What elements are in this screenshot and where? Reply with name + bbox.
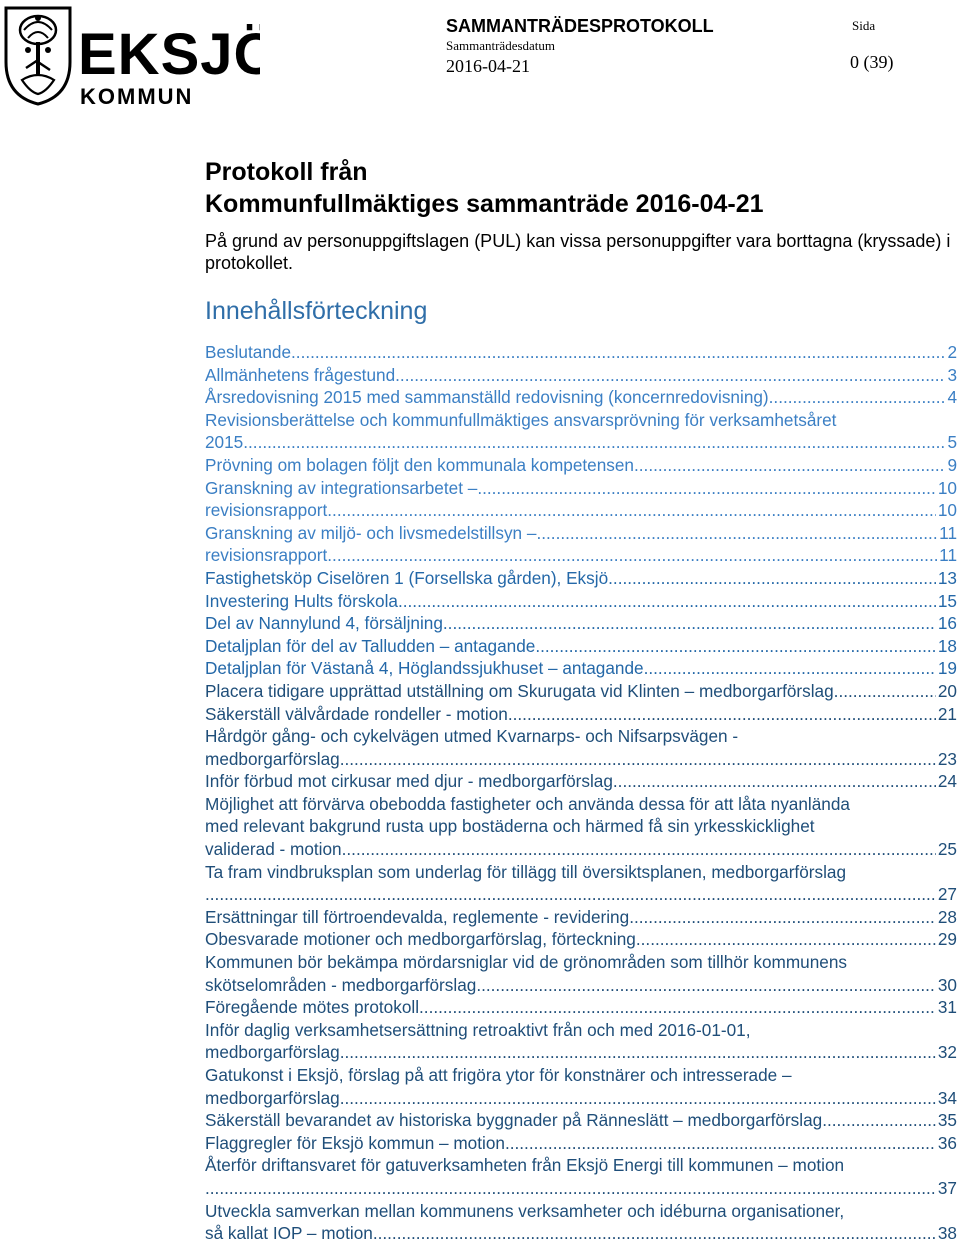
toc-entry[interactable] (205, 454, 957, 477)
toc-entry[interactable] (205, 522, 957, 545)
toc-entry[interactable] (205, 364, 957, 387)
toc-entry[interactable] (205, 544, 957, 567)
toc-entry[interactable] (205, 1019, 957, 1064)
toc-entry-last-line (205, 477, 957, 500)
toc-leader-dots (613, 770, 936, 793)
toc-entry-title: Beslutande (205, 342, 292, 362)
toc-entry-last-line (205, 1222, 957, 1245)
toc-entry[interactable] (205, 409, 957, 454)
toc-page-number: 5 (947, 432, 957, 453)
toc-entry-last-line (205, 431, 957, 454)
toc-leader-dots (340, 1087, 936, 1110)
document-title (205, 156, 957, 220)
toc-entry-last-line (205, 341, 957, 364)
toc-entry-text-line: Återför driftansvaret för gatuverksamheten från Eksjö Energi till kommunen – motion (205, 1155, 845, 1176)
toc-entry[interactable] (205, 1109, 957, 1132)
toc-leader-dots (395, 364, 945, 387)
toc-entry-text-line: med relevant bakgrund rusta upp bostäderna och härmed få sin yrkesskicklighet (205, 816, 815, 837)
toc-page-number: 11 (939, 545, 957, 566)
toc-entry-title: Obesvarade motioner och medborgarförslag, förteckning (205, 929, 636, 950)
toc-leader-dots (340, 1041, 936, 1064)
toc-page-number: 15 (937, 590, 957, 611)
toc-entry[interactable] (205, 770, 957, 793)
toc-entry-title: så kallat IOP – motion (205, 1223, 373, 1244)
toc-page-number: 23 (937, 748, 957, 769)
toc-entry-title: Allmänhetens frågestund (205, 364, 396, 385)
toc-entry-title: Föregående mötes protokoll (205, 997, 420, 1018)
toc-leader-dots (508, 703, 936, 726)
toc-leader-dots (205, 883, 936, 906)
svg-text:EKSJÖ: EKSJÖ (78, 22, 260, 87)
intro-text: På grund av personuppgiftslagen (PUL) kan vissa personuppgifter vara borttagna (kryssade) i protokollet. (205, 231, 951, 273)
toc-entry[interactable] (205, 341, 957, 364)
toc-page-number: 3 (947, 364, 957, 385)
toc-leader-dots (443, 612, 936, 635)
toc-leader-dots (291, 341, 945, 364)
toc-page-number: 25 (937, 839, 957, 860)
toc-leader-dots (342, 838, 936, 861)
toc-entry[interactable] (205, 725, 957, 770)
toc-entry[interactable] (205, 386, 957, 409)
toc-entry-last-line (205, 748, 957, 771)
protocol-label: SAMMANTRÄDESPROTOKOLL (446, 16, 714, 36)
toc-entry-text-line: Gatukonst i Eksjö, förslag på att frigöra ytor för konstnärer och intresserade – (205, 1065, 792, 1085)
toc-entry-title: Detaljplan för Västanå 4, Höglandssjukhuset – antagande (205, 658, 644, 679)
toc-page-number: 10 (937, 500, 957, 521)
toc-page-number: 20 (937, 680, 957, 701)
toc-entry-title: medborgarförslag (205, 1087, 340, 1108)
toc-page-number: 30 (937, 974, 957, 995)
toc-entry-title: revisionsrapport (205, 500, 328, 521)
toc-leader-dots (476, 974, 936, 997)
toc-leader-dots (608, 567, 936, 590)
toc-entry[interactable] (205, 906, 957, 929)
toc-leader-dots (398, 590, 936, 613)
toc-entry-text-line: Möjlighet att förvärva obebodda fastigheter och använda dessa för att låta nyanlända (205, 793, 850, 814)
meeting-date-label: Sammanträdesdatum (446, 38, 556, 53)
toc-entry-title: Granskning av miljö- och livsmedelstillsyn – (205, 522, 537, 543)
toc-entry[interactable] (205, 635, 957, 658)
document-title-line-1: Protokoll från (205, 158, 368, 186)
toc-entry-last-line (205, 703, 957, 726)
toc-page-number: 34 (937, 1087, 957, 1108)
toc-entry-title: Flaggregler för Eksjö kommun – motion (205, 1132, 505, 1153)
toc-entry[interactable] (205, 567, 957, 590)
toc-entry-text-line: Hårdgör gång- och cykelvägen utmed Kvarnarps- och Nifsarpsvägen - (205, 726, 739, 747)
toc-heading: Innehållsförteckning (205, 297, 428, 325)
toc-entry-title: 2015 (205, 432, 244, 453)
toc-leader-dots (373, 1222, 936, 1245)
page-label: Sida (852, 18, 876, 33)
toc-entry-last-line (205, 1041, 957, 1064)
toc-entry[interactable] (205, 1132, 957, 1155)
toc-entry[interactable] (205, 703, 957, 726)
toc-entry-title: Ersättningar till förtroendevalda, reglemente - revidering (205, 906, 630, 927)
toc-entry-last-line (205, 928, 957, 951)
toc-entry-title: validerad - motion (205, 839, 342, 860)
toc-entry-text-line: Kommunen bör bekämpa mördarsniglar vid de grönområden som tillhör kommunens (205, 952, 847, 973)
toc-page-number: 36 (937, 1132, 957, 1153)
toc-entry-title: Inför förbud mot cirkusar med djur - medborgarförslag (205, 771, 613, 792)
toc-page-number: 4 (947, 387, 957, 408)
toc-leader-dots (243, 431, 945, 454)
meeting-date: 2016-04-21 (446, 56, 530, 76)
toc-entry[interactable] (205, 477, 957, 500)
toc-leader-dots (327, 544, 937, 567)
toc-leader-dots (634, 454, 945, 477)
toc-page-number: 10 (937, 477, 957, 498)
toc-page-number: 18 (937, 635, 957, 656)
toc-entry-last-line (205, 635, 957, 658)
toc-entry[interactable] (205, 996, 957, 1019)
toc-leader-dots (834, 680, 936, 703)
toc-entry-last-line (205, 1132, 957, 1155)
toc-leader-dots (769, 386, 946, 409)
toc-entry-last-line (205, 657, 957, 680)
toc-entry-last-line (205, 680, 957, 703)
toc-leader-dots (822, 1109, 936, 1132)
toc-entry-last-line (205, 770, 957, 793)
toc-entry-title: Detaljplan för del av Talludden – antagande (205, 635, 536, 656)
toc-entry-last-line (205, 974, 957, 997)
toc-page-number: 38 (937, 1223, 957, 1244)
table-of-contents (205, 341, 957, 1245)
toc-leader-dots (327, 499, 936, 522)
document-title-line-2: Kommunfullmäktiges sammanträde 2016-04-21 (205, 190, 764, 218)
toc-entry-text-line: Revisionsberättelse och kommunfullmäktiges ansvarsprövning för verksamhetsåret (205, 409, 837, 430)
toc-entry-last-line (205, 1087, 957, 1110)
svg-text:KOMMUN: KOMMUN (80, 84, 194, 109)
toc-entry-title: Investering Hults förskola (205, 590, 398, 611)
toc-entry-title: revisionsrapport (205, 545, 328, 566)
toc-page-number: 32 (937, 1042, 957, 1063)
toc-entry-last-line (205, 386, 957, 409)
toc-entry[interactable] (205, 590, 957, 613)
page-number: 0 (39) (850, 52, 894, 72)
toc-page-number: 24 (937, 771, 957, 792)
toc-entry-title: Granskning av integrationsarbetet – (205, 477, 478, 498)
toc-entry-text-line: Inför daglig verksamhetsersättning retroaktivt från och med 2016-01-01, (205, 1019, 751, 1040)
toc-page-number: 2 (947, 342, 957, 362)
toc-leader-dots (205, 1177, 936, 1200)
toc-entry-last-line (205, 996, 957, 1019)
toc-entry[interactable] (205, 793, 957, 861)
toc-page-number: 28 (937, 906, 957, 927)
toc-page-number: 19 (937, 658, 957, 679)
toc-entry-title: Säkerställ bevarandet av historiska byggnader på Ränneslätt – medborgarförslag (205, 1110, 823, 1131)
toc-entry-title: Placera tidigare upprättad utställning om Skurugata vid Klinten – medborgarförslag (205, 680, 834, 701)
toc-entry-title: Del av Nannylund 4, försäljning (205, 613, 443, 634)
toc-entry-title: skötselområden - medborgarförslag (205, 974, 477, 995)
toc-leader-dots (636, 928, 936, 951)
document-body (205, 156, 957, 1245)
toc-entry-last-line (205, 522, 957, 545)
toc-entry-last-line (205, 1177, 957, 1200)
toc-entry-title: Fastighetsköp Ciselören 1 (Forsellska gården), Eksjö (205, 567, 609, 588)
eksjo-kommun-logo (0, 0, 260, 110)
toc-entry-last-line (205, 838, 957, 861)
toc-page-number: 37 (937, 1177, 957, 1198)
toc-entry[interactable] (205, 928, 957, 951)
toc-entry-last-line (205, 612, 957, 635)
toc-entry[interactable] (205, 657, 957, 680)
toc-page-number: 31 (937, 997, 957, 1018)
toc-leader-dots (536, 522, 937, 545)
coat-of-arms-icon (0, 0, 260, 110)
toc-entry-text-line: Ta fram vindbruksplan som underlag för tillägg till översiktsplanen, medborgarförslag (205, 861, 847, 882)
toc-page-number: 9 (947, 454, 957, 475)
toc-entry-last-line (205, 454, 957, 477)
toc-page-number: 27 (937, 884, 957, 905)
toc-entry-title: medborgarförslag (205, 748, 340, 769)
toc-entry-last-line (205, 906, 957, 929)
toc-leader-dots (535, 635, 936, 658)
toc-page-number: 13 (937, 567, 957, 588)
toc-page-number: 29 (937, 929, 957, 950)
toc-entry-last-line (205, 1109, 957, 1132)
toc-leader-dots (340, 748, 936, 771)
toc-leader-dots (505, 1132, 936, 1155)
toc-entry-last-line (205, 883, 957, 906)
toc-entry[interactable] (205, 1200, 957, 1245)
toc-entry[interactable] (205, 1064, 957, 1109)
toc-entry-last-line (205, 364, 957, 387)
toc-entry-title: medborgarförslag (205, 1042, 340, 1063)
toc-entry-title: Säkerställ välvårdade rondeller - motion (205, 703, 508, 724)
toc-page-number: 16 (937, 613, 957, 634)
toc-entry[interactable] (205, 499, 957, 522)
toc-entry[interactable] (205, 1154, 957, 1199)
toc-entry[interactable] (205, 951, 957, 996)
toc-page-number: 11 (939, 522, 957, 543)
toc-entry[interactable] (205, 612, 957, 635)
toc-leader-dots (419, 996, 936, 1019)
toc-entry[interactable] (205, 861, 957, 906)
toc-entry[interactable] (205, 680, 957, 703)
toc-entry-last-line (205, 590, 957, 613)
toc-page-number: 21 (937, 703, 957, 724)
toc-entry-last-line (205, 567, 957, 590)
toc-leader-dots (629, 906, 936, 929)
toc-entry-title: Prövning om bolagen följt den kommunala kompetensen (205, 454, 634, 475)
toc-entry-text-line: Utveckla samverkan mellan kommunens verksamheter och idéburna organisationer, (205, 1200, 845, 1221)
toc-page-number: 35 (937, 1110, 957, 1131)
toc-entry-last-line (205, 499, 957, 522)
toc-entry-last-line (205, 544, 957, 567)
toc-leader-dots (644, 657, 936, 680)
toc-leader-dots (477, 477, 936, 500)
toc-entry-title: Årsredovisning 2015 med sammanställd redovisning (koncernredovisning) (205, 387, 769, 408)
